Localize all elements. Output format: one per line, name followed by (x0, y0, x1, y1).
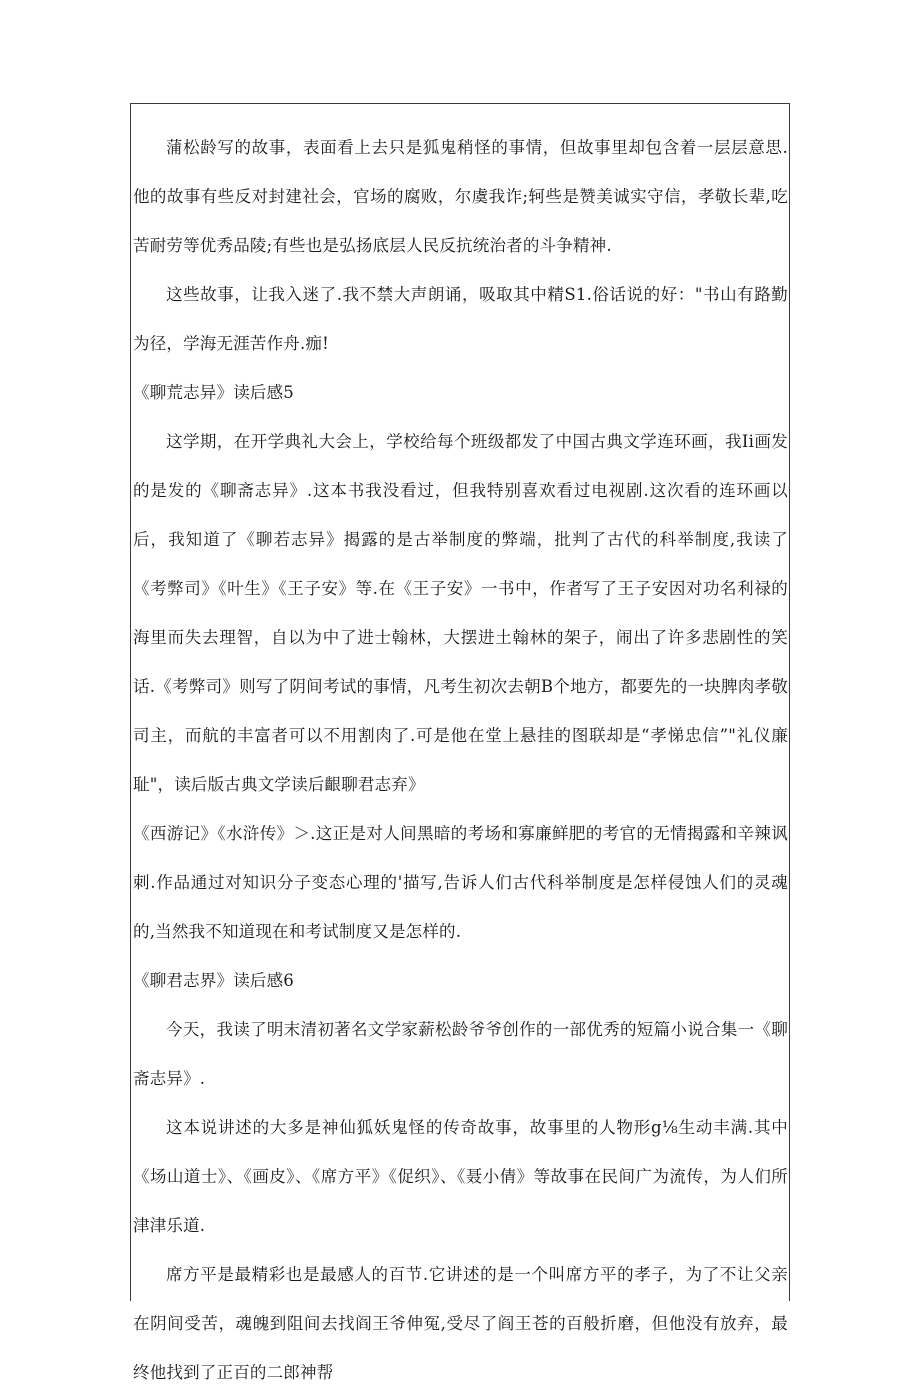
section-heading: 《聊荒志异》读后感5 (133, 383, 294, 402)
paragraph: 今天，我读了明末清初著名文学家薪松龄爷爷创作的一部优秀的短篇小说合集一《聊斋志异》. (133, 1020, 788, 1088)
paragraph: 这些故事，让我入迷了.我不禁大声朗诵，吸取其中精S1.俗话说的好："书山有路勤为径，学海无涯苦作舟.痂! (133, 285, 788, 353)
paragraph: 席方平是最精彩也是最感人的百节.它讲述的是一个叫席方平的孝子，为了不让父亲在阴间受苦，魂魄到阻间去找阎王爷伸冤,受尽了阎王苍的百般折磨，但他没有放弃，最终他找到了正百的二郎神帮 (133, 1265, 788, 1382)
paragraph: 这本说讲述的大多是神仙狐妖鬼怪的传奇故事，故事里的人物形g⅛生动丰满.其中《场山道士》、《画皮》、《席方平》《促织》、《聂小倩》等故事在民间广为流传，为人们所津津乐道. (133, 1118, 788, 1235)
paragraph: 《西游记》《水浒传》＞.这正是对人间黑暗的考场和寡廉鲜肥的考官的无情揭露和辛辣讽刺.作品通过对知识分子变态心理的'描写,告诉人们古代科举制度是怎样侵蚀人们的灵魂的,当然我不知道现在和考试制度又是怎样的. (133, 824, 788, 941)
section-heading: 《聊君志界》读后感6 (133, 971, 294, 990)
paragraph: 蒲松龄写的故事，表面看上去只是狐鬼稍怪的事情，但故事里却包含着一层层意思.他的故事有些反对封建社会，官场的腐败，尔虞我诈;轲些是赞美诚实守信，孝敬长辈,吃苦耐劳等优秀品陵;有些也是弘扬底层人民反抗统治者的斗争精神. (133, 138, 788, 255)
paragraph: 这学期，在开学典礼大会上，学校给每个班级都发了中国古典文学连环画，我Ii画发的是发的《聊斋志异》.这本书我没看过，但我特别喜欢看过电视剧.这次看的连环画以后，我知道了《聊若志异》揭露的是古举制度的弊端，批判了古代的科举制度,我读了《考弊司》《叶生》《王子安》等.在《王子安》一书中，作者写了王子安因对功名利禄的海里而失去理智，自以为中了进士翰林，大摆进土翰林的架子，闹出了许多悲剧性的笑话.《考弊司》则写了阴间考试的事情，凡考生初次去朝B个地方，都要先的一块脾肉孝敬司主，而航的丰富者可以不用割肉了.可是他在堂上悬挂的图联却是“孝悌忠信”"礼仪廉耻"，读后版古典文学读后齦聊君志弃》 (133, 432, 788, 794)
document-body (133, 123, 788, 1397)
